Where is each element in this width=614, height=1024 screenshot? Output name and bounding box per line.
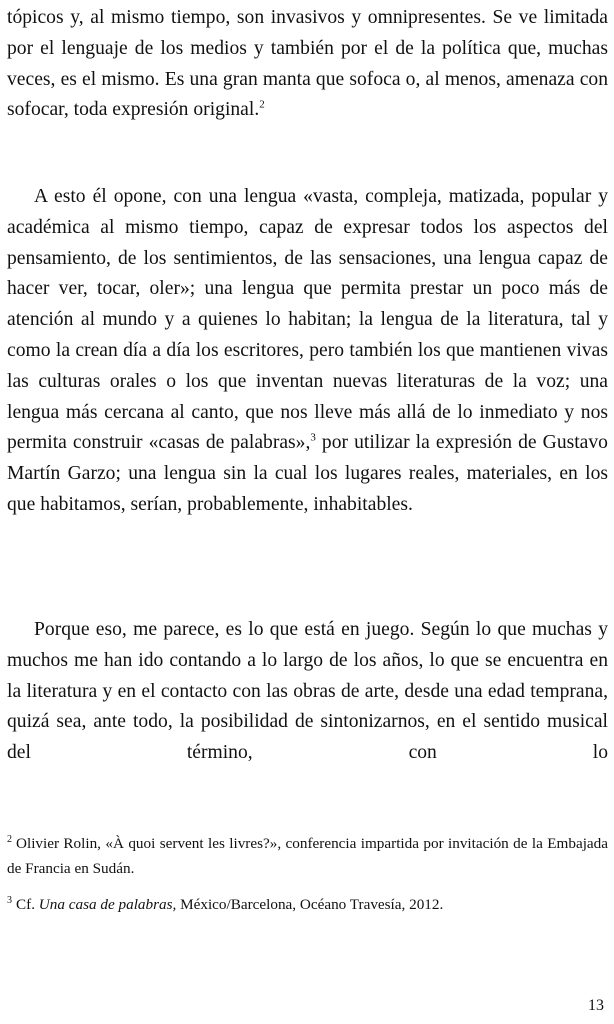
footnote-2 xyxy=(7,832,608,881)
paragraph-2-text-b: por utilizar la expresión de Gustavo Martín Garzo; una lengua sin la cual los lugares reales, materiales, en los que habitamos, serían, probablemente, inhabitables. xyxy=(7,432,608,515)
footnote-3-number: 3 xyxy=(7,894,12,906)
footnote-2-number: 2 xyxy=(7,833,12,845)
paragraph-1-text: tópicos y, al mismo tiempo, son invasivos y omnipresentes. Se ve limitada por el lenguaje de los medios y también por el de la política que, muchas veces, es el mismo. Es una gran manta que sofoca o, al menos, amenaza con sofocar, toda expresión original. xyxy=(7,7,608,121)
footnote-3-title: Una casa de palabras, xyxy=(38,896,177,913)
paragraph-2-text-a: A esto él opone, con una lengua «vasta, compleja, matizada, popular y académica al mismo tiempo, capaz de expresar todos los aspectos del pensamiento, de los sentimientos, de las sensaciones, una lengua capaz de hacer ver, tocar, oler»; una lengua que permita prestar un poco más de atención al mundo y a quienes lo habitan; la lengua de la literatura, tal y como la crean día a día los escritores, pero también los que mantienen vivas las culturas orales o los que inventan nuevas literaturas de la voz; una lengua más cercana al canto, que nos lleve más allá de lo inmediato y nos permita construir «casas de palabras», xyxy=(7,186,608,454)
document-page xyxy=(7,0,608,1024)
paragraph-2 xyxy=(7,182,608,521)
footnotes xyxy=(7,832,608,930)
footnote-3-prefix: Cf. xyxy=(16,896,39,913)
footnote-3 xyxy=(7,893,608,918)
footnote-2-text: Olivier Rolin, «À quoi servent les livres?», conferencia impartida por invitación de la Embajada de Francia en Sudán. xyxy=(7,835,608,877)
paragraph-3-text: Porque eso, me parece, es lo que está en juego. Según lo que muchas y muchos me han ido contando a lo largo de los años, lo que se encuentra en la literatura y en el contacto con las obras de arte, desde una edad temprana, quizá sea, ante todo, la posibilidad de sintonizarnos, en el sentido musical del término, con lo xyxy=(7,619,608,764)
paragraph-3 xyxy=(7,615,608,769)
page-number: 13 xyxy=(588,997,604,1014)
footnote-ref-3[interactable]: 3 xyxy=(310,431,316,444)
footnote-ref-2[interactable]: 2 xyxy=(259,98,265,111)
paragraph-1 xyxy=(7,3,608,126)
footnote-3-suffix: México/Barcelona, Océano Travesía, 2012. xyxy=(176,896,444,913)
